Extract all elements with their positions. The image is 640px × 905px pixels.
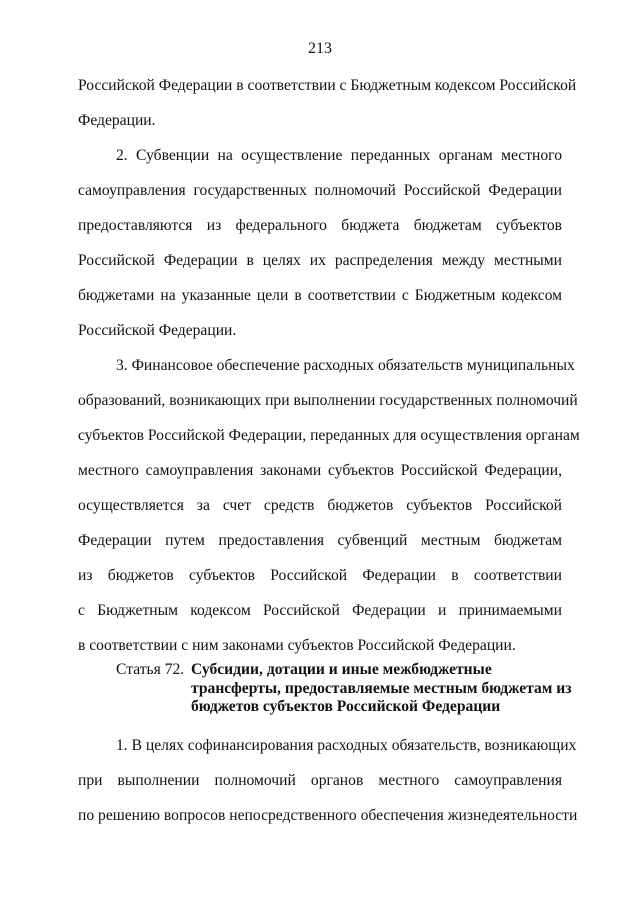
text-line: с Бюджетным кодексом Российской Федерации и принимаемыми	[78, 602, 562, 619]
paragraph-start: 3. Финансовое обеспечение расходных обязательств муниципальных	[116, 357, 575, 374]
text-line: Российской Федерации в целях их распределения между местными	[78, 252, 562, 269]
text-line: по решению вопросов непосредственного обеспечения жизнедеятельности	[78, 807, 578, 824]
text-line: бюджетами на указанные цели в соответствии с Бюджетным кодексом	[78, 287, 562, 304]
text-line: осуществляется за счет средств бюджетов субъектов Российской	[78, 497, 562, 514]
article-title-line: Субсидии, дотации и иные межбюджетные	[191, 661, 492, 678]
text-line: самоуправления государственных полномочий Российской Федерации	[78, 182, 562, 199]
article-label: Статья 72.	[116, 661, 185, 678]
text-line: Федерации.	[78, 112, 156, 129]
article-title	[191, 661, 581, 717]
text-line: местного самоуправления законами субъектов Российской Федерации,	[78, 462, 562, 479]
text-line: Федерации путем предоставления субвенций местным бюджетам	[78, 532, 562, 549]
text-line: при выполнении полномочий органов местного самоуправления	[78, 772, 562, 789]
text-line: из бюджетов субъектов Российской Федерации в соответствии	[78, 567, 562, 584]
text-line: субъектов Российской Федерации, переданных для осуществления органам	[78, 427, 580, 444]
text-line: Российской Федерации.	[78, 322, 237, 339]
text-line: предоставляются из федерального бюджета бюджетам субъектов	[78, 217, 562, 234]
text-line: образований, возникающих при выполнении государственных полномочий	[78, 392, 578, 409]
page-number: 213	[308, 40, 332, 57]
paragraph-start: 2. Субвенции на осуществление переданных органам местного	[116, 147, 562, 164]
article-title-line: бюджетов субъектов Российской Федерации	[191, 698, 501, 715]
paragraph-start: 1. В целях софинансирования расходных обязательств, возникающих	[116, 737, 577, 754]
article-title-line: трансферты, предоставляемые местным бюджетам из	[191, 679, 572, 697]
text-line: в соответствии с ним законами субъектов Российской Федерации.	[78, 637, 516, 654]
text-line: Российской Федерации в соответствии с Бюджетным кодексом Российской	[78, 77, 577, 94]
